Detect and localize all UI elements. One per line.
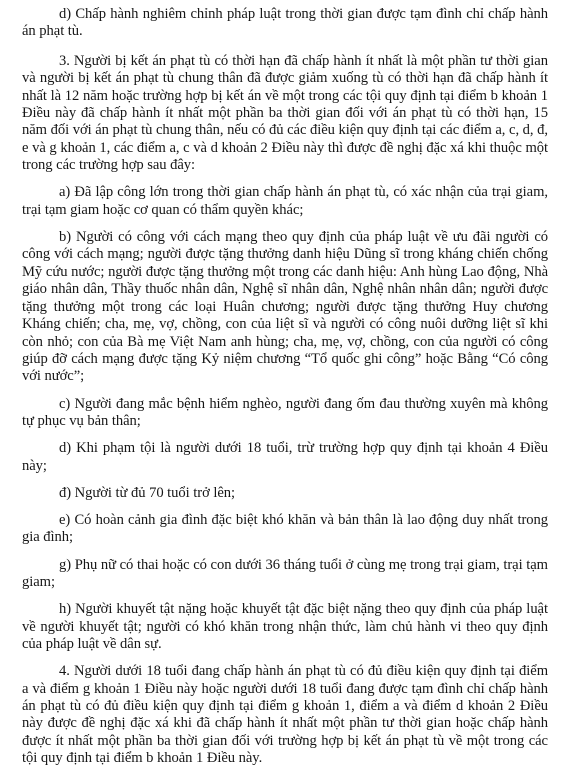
paragraph-clause-3: 3. Người bị kết án phạt tù có thời hạn đã chấp hành ít nhất là một phần tư thời gian và người bị kết án phạt tù chung thân đã được giảm xuống tù có thời hạn đã chấp hành ít nhất là 12 năm hoặc trường hợp bị kết án về một trong các tội quy định tại điểm b khoản 1 Điều này đã chấp hành ít nhất một phần ba thời gian đối với án phạt tù có thời hạn, 15 năm đối với án phạt tù chung thân, nếu có đủ các điều kiện quy định tại các điểm a, c, d, đ, e và g khoản 1, các điểm a, c và d khoản 2 Điều này thì được đề nghị đặc xá khi thuộc một trong các trường hợp sau đây: xyxy=(22,52,548,174)
paragraph-3dd: đ) Người từ đủ 70 tuổi trở lên; xyxy=(59,484,236,501)
paragraph-3e: e) Có hoàn cảnh gia đình đặc biệt khó khăn và bản thân là lao động duy nhất trong gia đình; xyxy=(22,511,548,546)
paragraph-3d: d) Khi phạm tội là người dưới 18 tuổi, trừ trường hợp quy định tại khoản 4 Điều này; xyxy=(22,440,548,474)
paragraph-3g: g) Phụ nữ có thai hoặc có con dưới 36 tháng tuổi ở cùng mẹ trong trại giam, trại tạm giam; xyxy=(22,556,548,590)
paragraph-3a: a) Đã lập công lớn trong thời gian chấp hành án phạt tù, có xác nhận của trại giam, trại tạm giam hoặc cơ quan có thẩm quyền khác; xyxy=(22,184,548,218)
paragraph-3c: c) Người đang mắc bệnh hiểm nghèo, người đang ốm đau thường xuyên mà không tự phục vụ bản thân; xyxy=(22,395,548,429)
paragraph-clause-4: 4. Người dưới 18 tuổi đang chấp hành án phạt tù có đủ điều kiện quy định tại điểm a và điểm g khoản 1 Điều này hoặc người dưới 18 tuổi đang được tạm đình chỉ chấp hành án phạt tù có đủ điều kiện quy định tại điểm g khoản 1, điểm a và điểm d khoản 2 Điều này được đề nghị đặc xá khi đã chấp hành ít nhất một phần tư thời gian hoặc chấp hành được ít nhất một phần ba thời gian đối với trường hợp bị kết án phạt tù về một trong các tội quy định tại điểm b khoản 1 Điều này. xyxy=(22,663,548,767)
paragraph-3b: b) Người có công với cách mạng theo quy định của pháp luật về ưu đãi người có công với cách mạng; người được tặng thưởng danh hiệu Dũng sĩ trong kháng chiến chống Mỹ cứu nước; người được tặng thưởng một trong các danh hiệu: Anh hùng Lao động, Nhà giáo nhân dân, Thầy thuốc nhân dân, Nghệ sĩ nhân dân, Nghệ nhân nhân dân; người được tặng thưởng một trong các loại Huân chương; người được tặng thưởng Huy chương Kháng chiến; cha, mẹ, vợ, chồng, con của liệt sĩ và người có công nuôi dưỡng liệt sĩ khi còn nhỏ; con của Bà mẹ Việt Nam anh hùng; cha, mẹ, vợ, chồng, con của người có công giúp đỡ cách mạng được tặng Kỷ niệm chương “Tổ quốc ghi công” hoặc Bằng “Có công với nước”; xyxy=(22,229,548,385)
paragraph-3h: h) Người khuyết tật nặng hoặc khuyết tật đặc biệt nặng theo quy định của pháp luật về người khuyết tật; người có khó khăn trong nhận thức, làm chủ hành vi theo quy định của pháp luật về dân sự. xyxy=(22,601,548,652)
paragraph-1d: d) Chấp hành nghiêm chỉnh pháp luật trong thời gian được tạm đình chỉ chấp hành án phạt tù. xyxy=(22,6,548,40)
document-page xyxy=(22,6,548,777)
